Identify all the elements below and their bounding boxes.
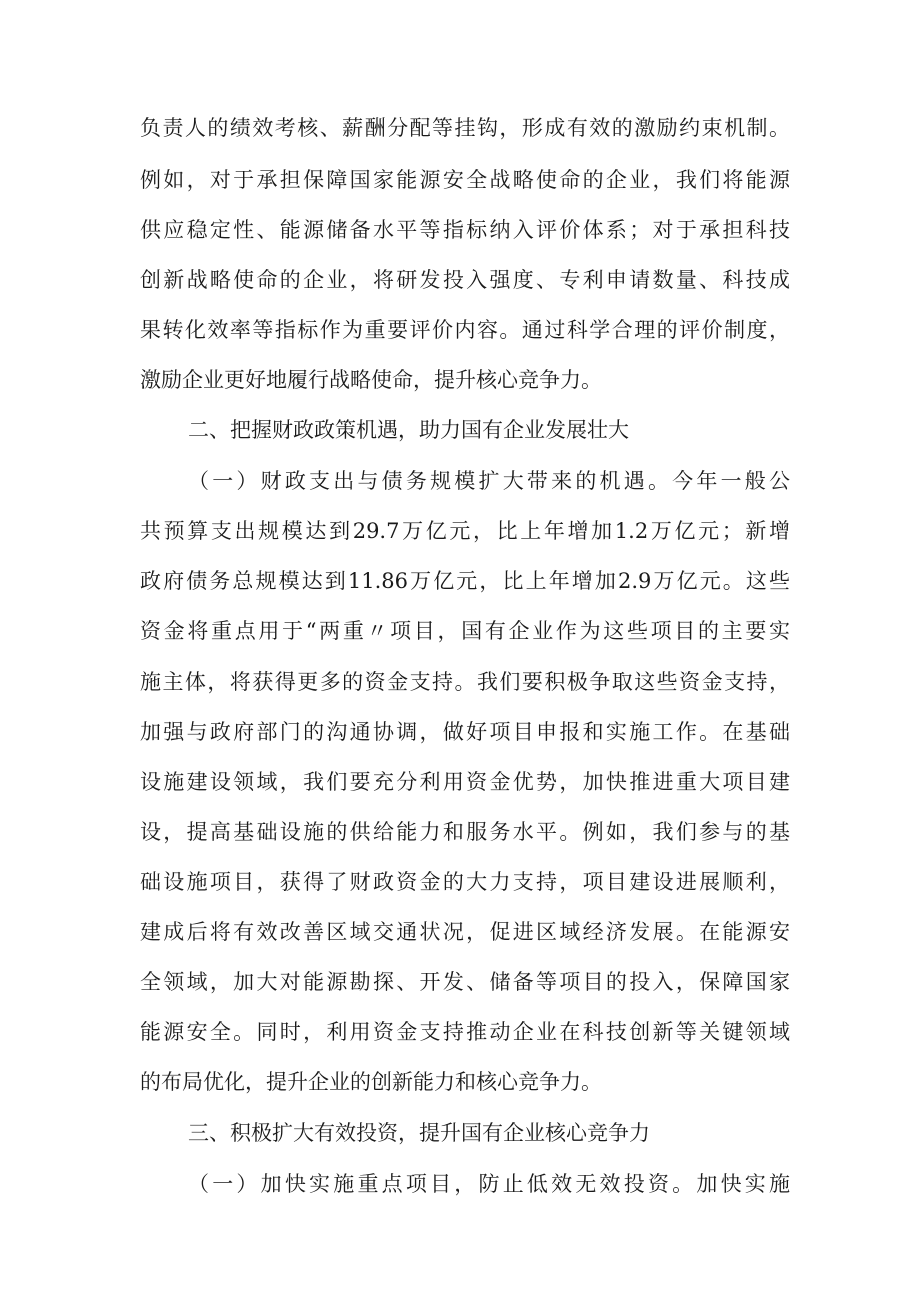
section-heading: 二、把握财政政策机遇，助力国有企业发展壮大: [188, 418, 629, 442]
subsection-heading-line: （一）财政支出与债务规模扩大带来的机遇。今年一般公: [188, 469, 790, 493]
paragraph-line: 础设施项目，获得了财政资金的大力支持，项目建设进展顺利，: [140, 870, 790, 894]
paragraph-line: 共预算支出规模达到29.7万亿元，比上年增加1.2万亿元；新增: [140, 519, 790, 543]
paragraph-line: 施主体，将获得更多的资金支持。我们要积极争取这些资金支持，: [140, 670, 790, 694]
paragraph-line: 例如，对于承担保障国家能源安全战略使命的企业，我们将能源: [140, 168, 790, 192]
paragraph-line: 供应稳定性、能源储备水平等指标纳入评价体系；对于承担科技: [140, 218, 790, 242]
paragraph-line: 的布局优化，提升企业的创新能力和核心竞争力。: [140, 1070, 602, 1094]
paragraph-line: 负责人的绩效考核、薪酬分配等挂钩，形成有效的激励约束机制。: [140, 116, 790, 140]
paragraph-line: 政府债务总规模达到11.86万亿元，比上年增加2.9万亿元。这些: [140, 569, 790, 593]
paragraph-line: 全领域，加大对能源勘探、开发、储备等项目的投入，保障国家: [140, 970, 790, 994]
paragraph-line: 能源安全。同时，利用资金支持推动企业在科技创新等关键领域: [140, 1020, 790, 1044]
paragraph-line: 加强与政府部门的沟通协调，做好项目申报和实施工作。在基础: [140, 720, 790, 744]
paragraph-line: 资金将重点用于“两重〃项目，国有企业作为这些项目的主要实: [140, 619, 790, 643]
paragraph-line: 设，提高基础设施的供给能力和服务水平。例如，我们参与的基: [140, 820, 790, 844]
section-heading: 三、积极扩大有效投资，提升国有企业核心竞争力: [188, 1121, 650, 1145]
paragraph-line: 设施建设领域，我们要充分利用资金优势，加快推进重大项目建: [140, 770, 790, 794]
subsection-heading-line: （一）加快实施重点项目，防止低效无效投资。加快实施: [188, 1172, 790, 1196]
paragraph-line: 果转化效率等指标作为重要评价内容。通过科学合理的评价制度，: [140, 318, 790, 342]
paragraph-line: 激励企业更好地履行战略使命，提升核心竞争力。: [140, 368, 602, 392]
paragraph-line: 建成后将有效改善区域交通状况，促进区域经济发展。在能源安: [140, 920, 790, 944]
paragraph-line: 创新战略使命的企业，将研发投入强度、专利申请数量、科技成: [140, 268, 790, 292]
